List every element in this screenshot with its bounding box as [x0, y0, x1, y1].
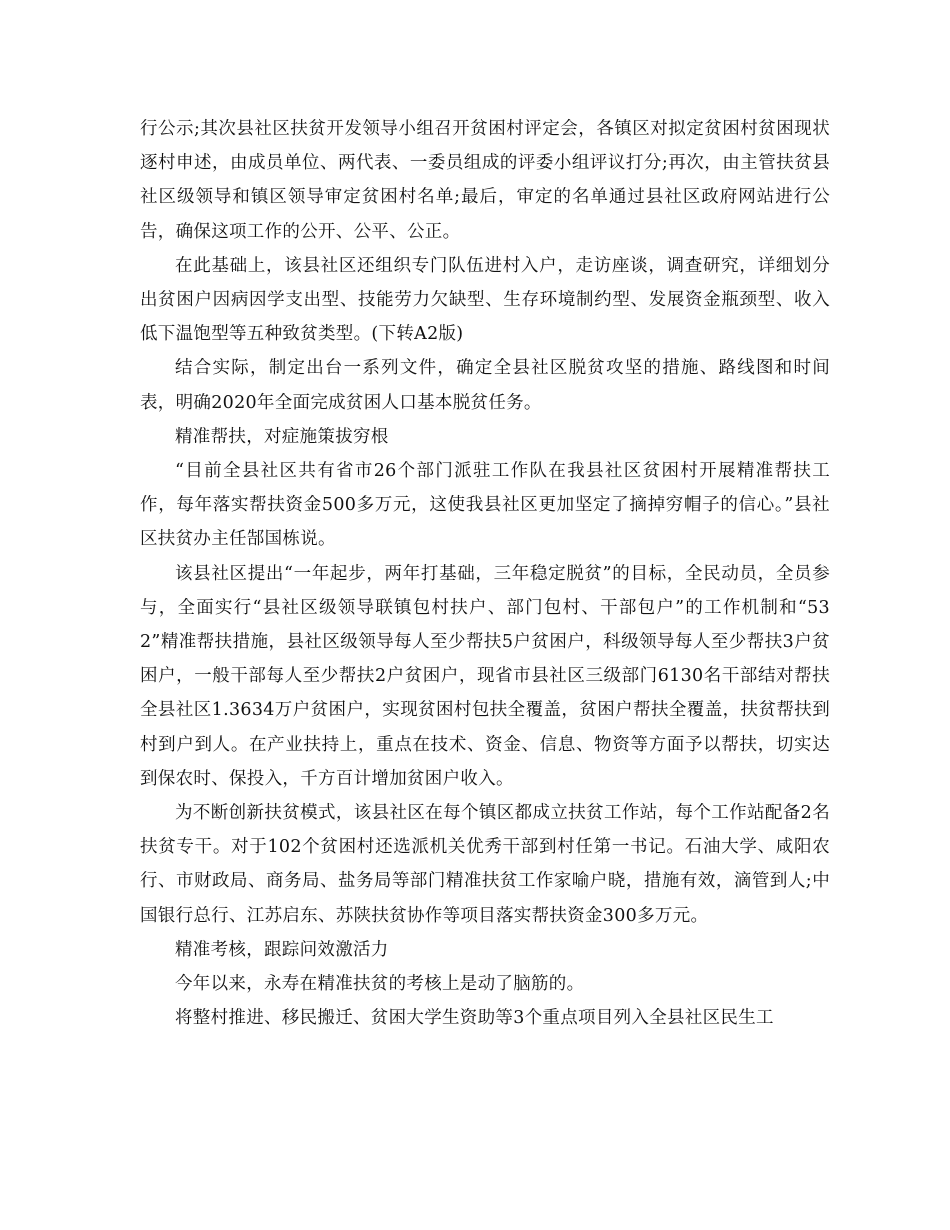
paragraph-3: 结合实际，制定出台一系列文件，确定全县社区脱贫攻坚的措施、路线图和时间表，明确2020年全面完成贫困人口基本脱贫任务。	[140, 358, 830, 413]
document-body	[140, 112, 830, 1035]
paragraph-6: 为不断创新扶贫模式，该县社区在每个镇区都成立扶贫工作站，每个工作站配备2名扶贫专干。对于102个贫困村还选派机关优秀干部到村任第一书记。石油大学、咸阳农行、市财政局、商务局、盐务局等部门精准扶贫工作家喻户晓，措施有效，滴管到人;中国银行总行、江苏启东、苏陕扶贫协作等项目落实帮扶资金300多万元。	[140, 803, 830, 926]
paragraph-5: 该县社区提出“一年起步，两年打基础，三年稳定脱贫”的目标，全民动员，全员参与，全面实行“县社区级领导联镇包村扶户、部门包村、干部包户”的工作机制和“532”精准帮扶措施，县社区级领导每人至少帮扶5户贫困户，科级领导每人至少帮扶3户贫困户，一般干部每人至少帮扶2户贫困户，现省市县社区三级部门6130名干部结对帮扶全县社区1.3634万户贫困户，实现贫困村包扶全覆盖，贫困户帮扶全覆盖，扶贫帮扶到村到户到人。在产业扶持上，重点在技术、资金、信息、物资等方面予以帮扶，切实达到保农时、保投入，千方百计增加贫困户收入。	[140, 563, 830, 789]
paragraph-2: 在此基础上，该县社区还组织专门队伍进村入户，走访座谈，调查研究，详细划分出贫困户因病因学支出型、技能劳力欠缺型、生存环境制约型、发展资金瓶颈型、收入低下温饱型等五种致贫类型。(下转A2版)	[140, 255, 830, 345]
paragraph-1: 行公示;其次县社区扶贫开发领导小组召开贫困村评定会，各镇区对拟定贫困村贫困现状逐村申述，由成员单位、两代表、一委员组成的评委小组评议打分;再次，由主管扶贫县社区级领导和镇区领导审定贫困村名单;最后，审定的名单通过县社区政府网站进行公告，确保这项工作的公开、公平、公正。	[140, 119, 830, 242]
paragraph-7: 今年以来，永寿在精准扶贫的考核上是动了脑筋的。	[175, 974, 585, 995]
paragraph-8: 将整村推进、移民搬迁、贫困大学生资助等3个重点项目列入全县社区民生工	[175, 1008, 774, 1029]
section-heading-precise-assessment: 精准考核，跟踪问效激活力	[175, 939, 389, 960]
paragraph-4: “目前全县社区共有省市26个部门派驻工作队在我县社区贫困村开展精准帮扶工作，每年落实帮扶资金500多万元，这使我县社区更加坚定了摘掉穷帽子的信心。”县社区扶贫办主任郜国栋说。	[140, 461, 830, 550]
section-heading-precise-assistance: 精准帮扶，对症施策拔穷根	[175, 426, 389, 447]
